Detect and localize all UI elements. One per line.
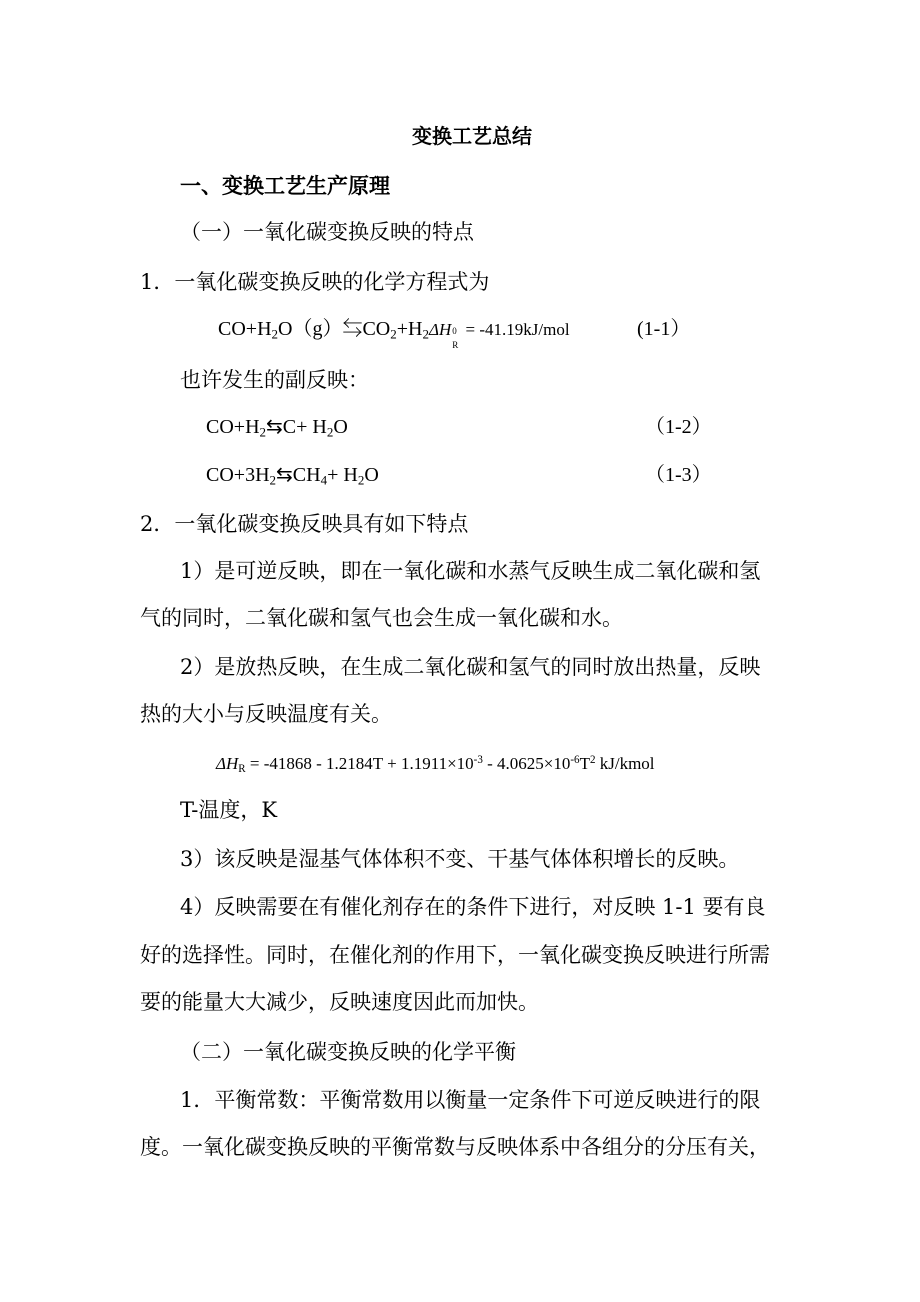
equation-number: （1-3） <box>645 464 712 486</box>
equation-number: （1-2） <box>645 416 712 438</box>
paragraph: 1．平衡常数：平衡常数用以衡量一定条件下可逆反映进行的限 <box>180 1088 761 1112</box>
subsection-heading: （二）一氧化碳变换反映的化学平衡 <box>180 1040 516 1064</box>
equation-1-1: $CO+H_2O(g)⇆CO_2+H_2\Delta H$ 0 R = -41.19kJ/mol <box>218 318 570 350</box>
section-heading: 一、变换工艺生产原理 <box>180 173 390 198</box>
paragraph: 热的大小与反映温度有关。 <box>140 702 392 726</box>
equation-enthalpy: $\Delta H_R = -41868 - 1.2184T + 1.1911\times 10^{-3} - 4.0625\times 10^{-6}T^2$ kJ/kmol <box>216 753 655 775</box>
paragraph: 2．一氧化碳变换反映具有如下特点 <box>140 512 469 536</box>
equation-1-2: $CO+H_2⇆C+ H_2O$ <box>206 416 348 440</box>
equation-number: (1-1） <box>637 318 691 340</box>
paragraph: 3）该反映是湿基气体体积不变、干基气体体积增长的反映。 <box>180 847 740 871</box>
paragraph: 4）反映需要在有催化剂存在的条件下进行，对反映 1-1 要有良 <box>180 895 766 919</box>
subsection-heading: （一）一氧化碳变换反映的特点 <box>180 220 474 244</box>
paragraph: 要的能量大大减少，反映速度因此而加快。 <box>140 990 539 1014</box>
page-title: 变换工艺总结 <box>412 124 532 148</box>
paragraph: 也许发生的副反映： <box>180 368 369 392</box>
paragraph: 气的同时，二氧化碳和氢气也会生成一氧化碳和水。 <box>140 606 623 630</box>
equation-1-3: $CO+3H_2⇆CH_4+ H_2O$ <box>206 464 379 488</box>
paragraph: 度。一氧化碳变换反映的平衡常数与反映体系中各组分的分压有关， <box>140 1135 770 1159</box>
paragraph: 2）是放热反映，在生成二氧化碳和氢气的同时放出热量，反映 <box>180 655 761 679</box>
paragraph: T-温度，K <box>180 798 278 822</box>
paragraph: 好的选择性。同时，在催化剂的作用下，一氧化碳变换反映进行所需 <box>140 943 770 967</box>
paragraph: 1）是可逆反映，即在一氧化碳和水蒸气反映生成二氧化碳和氢 <box>180 559 761 583</box>
paragraph: 1．一氧化碳变换反映的化学方程式为 <box>140 270 490 294</box>
